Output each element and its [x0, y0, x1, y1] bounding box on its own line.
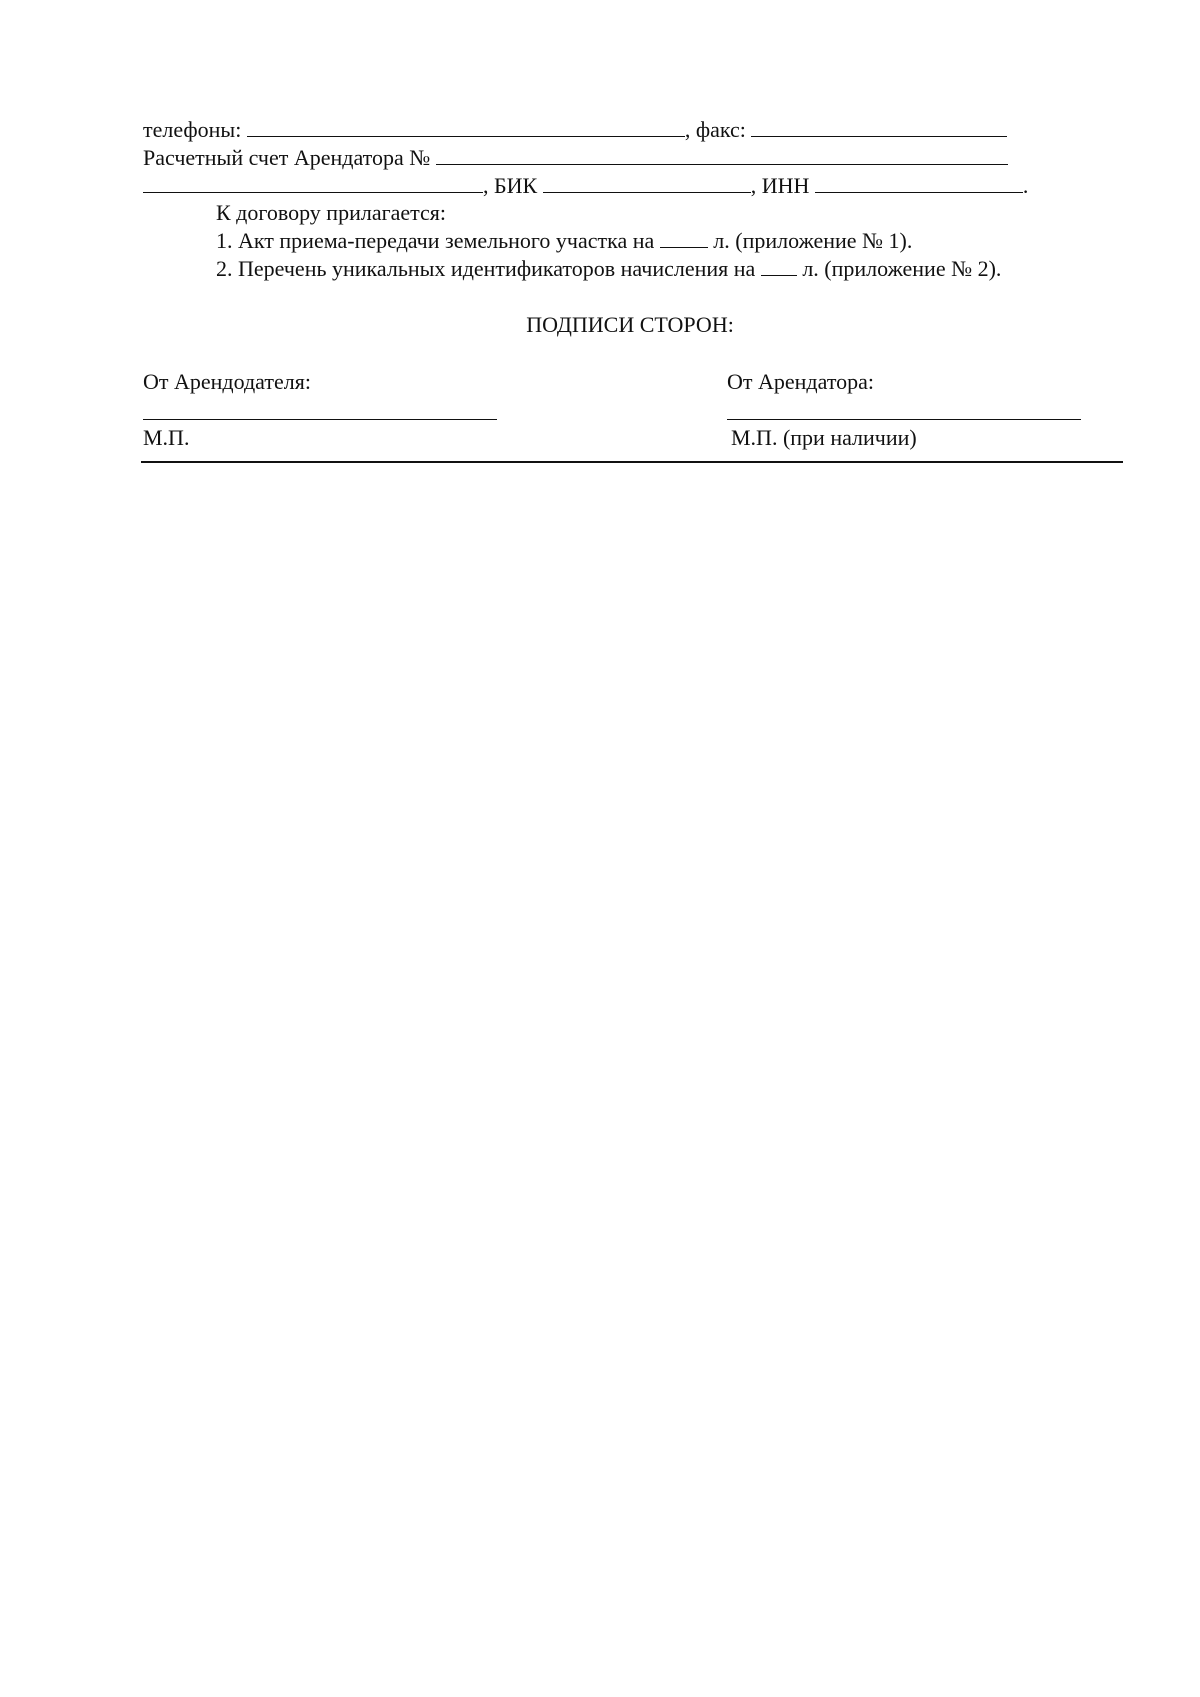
- account-line: [143, 145, 1008, 171]
- tenant-stamp: М.П. (при наличии): [731, 425, 917, 450]
- fax-label: , факс:: [684, 117, 746, 142]
- account-continued-blank: [143, 174, 483, 193]
- attachment-2-suffix: л. (приложение № 2).: [802, 256, 1002, 281]
- attachment-1-text: 1. Акт приема-передачи земельного участка на: [216, 228, 655, 253]
- bik-label: , БИК: [483, 173, 538, 198]
- landlord-label: От Арендодателя:: [143, 369, 311, 394]
- fax-blank: [751, 118, 1007, 137]
- attachment-2-pages-blank: [761, 257, 797, 276]
- signatures-heading: ПОДПИСИ СТОРОН:: [526, 312, 734, 337]
- tenant-label: От Арендатора:: [727, 369, 875, 394]
- account-label: Расчетный счет Арендатора №: [143, 145, 431, 170]
- attachment-2-text: 2. Перечень уникальных идентификаторов начисления на: [216, 256, 756, 281]
- inn-end: .: [1022, 173, 1029, 198]
- tenant-signature-line: [727, 419, 1081, 420]
- attachment-1: [216, 228, 912, 254]
- phones-label: телефоны:: [143, 117, 242, 142]
- account-blank: [436, 146, 1008, 165]
- attachments-intro-text: К договору прилагается:: [216, 200, 447, 225]
- landlord-signature-line: [143, 419, 497, 420]
- inn-label: , ИНН: [750, 173, 810, 198]
- inn-blank: [815, 174, 1023, 193]
- phones-fax-line: [143, 117, 1007, 143]
- bik-inn-line: [143, 173, 1028, 199]
- attachment-1-pages-blank: [660, 229, 708, 248]
- attachment-1-suffix: л. (приложение № 1).: [713, 228, 913, 253]
- bik-blank: [543, 174, 751, 193]
- attachment-2: [216, 256, 1001, 282]
- phones-blank: [247, 118, 685, 137]
- attachments-intro: [216, 200, 446, 226]
- bottom-rule: [141, 461, 1123, 463]
- landlord-stamp: М.П.: [143, 425, 190, 450]
